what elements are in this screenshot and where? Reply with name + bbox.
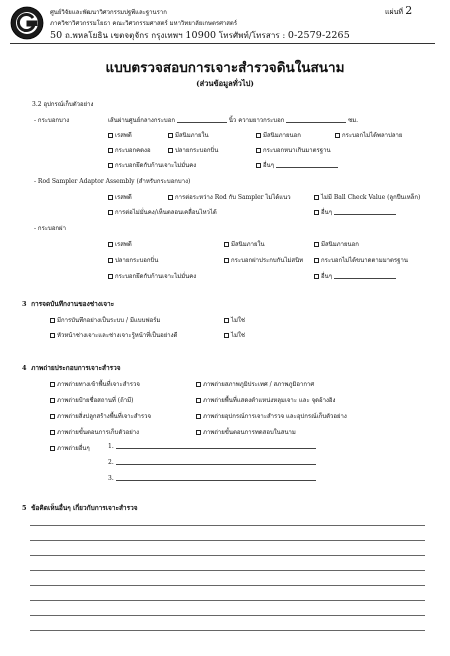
checkbox[interactable] <box>50 414 55 419</box>
length-label: ความยาวกระบอก <box>238 117 285 124</box>
header-address <box>50 29 350 42</box>
option-systematic-record-no[interactable]: ไม่ใช่ <box>224 315 245 325</box>
section-3-heading: 3 การจดบันทึกงานของช่างเจาะ <box>22 300 115 308</box>
photo-site-sign[interactable]: ภาพถ่ายป้ายชื่อสถานที่ (ถ้ามี) <box>50 395 133 405</box>
option-split-wrong-size[interactable]: กระบอกไม่ได้ขนาดตามมาตรฐาน <box>314 255 408 265</box>
checkbox[interactable] <box>168 195 173 200</box>
checkbox[interactable] <box>50 318 55 323</box>
checkbox[interactable] <box>50 430 55 435</box>
diameter-unit: นิ้ว <box>228 117 237 124</box>
option-tube-tip-chipped[interactable]: ปลายกระบอกบิ่น <box>168 145 218 155</box>
checkbox[interactable] <box>314 274 319 279</box>
header-department: ภาควิชาวิศวกรรมโยธา คณะวิศวกรรมศาสตร์ มหาวิทยาลัยเกษตรศาสตร์ <box>50 20 238 27</box>
rod-sampler-label: - Rod Sampler Adaptor Assembly (สำหรับกระบอกบาง) <box>34 178 191 185</box>
comment-line-4[interactable] <box>30 570 425 571</box>
phone-number: 0-2579-2265 <box>287 30 350 41</box>
comment-line-8[interactable] <box>30 630 425 631</box>
photo-terrain-weather[interactable]: ภาพถ่ายสภาพภูมิประเทศ / สภาพภูมิอากาศ <box>196 379 314 389</box>
checkbox[interactable] <box>50 446 55 451</box>
option-rod-other[interactable]: อื่นๆ <box>314 207 396 217</box>
option-split-tip-chipped[interactable]: ปลายกระบอกบิ่น <box>108 255 158 265</box>
section-5-heading: 5 ข้อคิดเห็นอื่นๆ เกี่ยวกับการเจาะสำรวจ <box>22 504 138 512</box>
option-split-rust-inside[interactable]: มีสนิมภายใน <box>224 239 265 249</box>
address-number: 50 <box>50 30 63 41</box>
photo-borehole-location[interactable]: ภาพถ่ายพื้นที่แสดงตำแหน่งหลุมเจาะ และ จุดอ้างอิง <box>196 395 335 405</box>
page-number: 2 <box>405 4 413 17</box>
checkbox[interactable] <box>108 210 113 215</box>
checkbox[interactable] <box>196 430 201 435</box>
option-tube-bent[interactable]: กระบอกคดงอ <box>108 145 151 155</box>
university-logo-icon <box>10 6 44 40</box>
checkbox[interactable] <box>168 148 173 153</box>
photo-field-testing[interactable]: ภาพถ่ายขั้นตอนการทดสอบในสนาม <box>196 427 296 437</box>
checkbox[interactable] <box>256 133 261 138</box>
page-subtitle: (ส่วนข้อมูลทั่วไป) <box>196 79 254 88</box>
photo-other[interactable]: ภาพถ่ายอื่นๆ <box>50 443 90 453</box>
diameter-input[interactable] <box>177 117 227 123</box>
option-split-good[interactable]: เรสพดี <box>108 239 132 249</box>
option-systematic-record[interactable]: มีการบันทึกอย่างเป็นระบบ / มีแบบฟอร์ม <box>50 315 160 325</box>
header-divider <box>10 43 435 44</box>
option-rod-no-ball-check[interactable]: ไม่มี Ball Check Value (ลูกปืนเหล็ก) <box>314 192 420 202</box>
checkbox[interactable] <box>50 382 55 387</box>
comment-line-6[interactable] <box>30 600 425 601</box>
checkbox[interactable] <box>224 242 229 247</box>
checkbox[interactable] <box>224 318 229 323</box>
checkbox[interactable] <box>196 382 201 387</box>
photo-other-line-2[interactable]: 2. <box>108 459 316 466</box>
photo-other-line-1[interactable]: 1. <box>108 443 316 450</box>
split-spoon-label: - กระบอกผ่า <box>34 225 66 232</box>
option-tube-rust-outside[interactable]: มีสนิมภายนอก <box>256 130 301 140</box>
photo-drilling-equipment[interactable]: ภาพถ่ายอุปกรณ์การเจาะสำรวจ และอุปกรณ์เก็บตัวอย่าง <box>196 411 347 421</box>
address-postal: 10900 <box>185 30 217 41</box>
phone-label: โทรศัพท์/โทรสาร : <box>218 31 286 40</box>
tube-other-input[interactable] <box>276 162 338 168</box>
checkbox[interactable] <box>108 274 113 279</box>
diameter-label: เส้นผ่านศูนย์กลางกระบอก <box>108 117 175 124</box>
option-split-rust-outside[interactable]: มีสนิมภายนอก <box>314 239 359 249</box>
checkbox[interactable] <box>224 258 229 263</box>
checkbox[interactable] <box>196 414 201 419</box>
option-rod-good[interactable]: เรสพดี <box>108 192 132 202</box>
length-unit: ซม. <box>348 117 359 124</box>
checkbox[interactable] <box>108 195 113 200</box>
thin-tube-label: - กระบอกบาง <box>34 117 70 124</box>
checkbox[interactable] <box>108 148 113 153</box>
checkbox[interactable] <box>108 242 113 247</box>
checkbox[interactable] <box>108 258 113 263</box>
length-input[interactable] <box>286 117 346 123</box>
checkbox[interactable] <box>256 163 261 168</box>
option-split-other[interactable]: อื่นๆ <box>314 271 396 281</box>
photo-other-input-3[interactable] <box>116 475 316 481</box>
photo-other-input-1[interactable] <box>116 443 316 449</box>
checkbox[interactable] <box>314 210 319 215</box>
checkbox[interactable] <box>335 133 340 138</box>
comment-line-3[interactable] <box>30 555 425 556</box>
comment-line-7[interactable] <box>30 615 425 616</box>
photo-site-entrance[interactable]: ภาพถ่ายทางเข้าพื้นที่เจาะสำรวจ <box>50 379 140 389</box>
checkbox[interactable] <box>224 333 229 338</box>
option-tube-too-thick[interactable]: กระบอกหนาเกินมาตรฐาน <box>256 145 331 155</box>
comment-line-2[interactable] <box>30 540 425 541</box>
section-3-2-heading: 3.2 อุปกรณ์เก็บตัวอย่าง <box>32 101 94 108</box>
photo-other-input-2[interactable] <box>116 459 316 465</box>
option-rod-loose[interactable]: การต่อไม่มั่นคง/เห็นตลอนเคลื่อนไหวได้ <box>108 207 217 217</box>
split-other-input[interactable] <box>334 273 396 279</box>
checkbox[interactable] <box>314 242 319 247</box>
checkbox[interactable] <box>168 133 173 138</box>
option-crew-knows-duty[interactable]: หัวหน้าช่างเจาะและช่างเจาะรู้หน้าที่เป็นอย่างดี <box>50 330 177 340</box>
section-4-heading: 4 ภาพถ่ายประกอบการเจาะสำรวจ <box>22 364 121 372</box>
comment-line-5[interactable] <box>30 585 425 586</box>
option-tube-loose-rod[interactable]: กระบอกยึดกับก้านเจาะไม่มั่นคง <box>108 160 196 170</box>
checkbox[interactable] <box>314 258 319 263</box>
address-street: ถ.พหลโยธิน เขตจตุจักร กรุงเทพฯ <box>64 31 183 40</box>
page-title: แบบตรวจสอบการเจาะสำรวจดินในสนาม <box>105 60 345 76</box>
tube-diameter-row <box>108 115 358 125</box>
photo-other-line-3[interactable]: 3. <box>108 475 316 482</box>
photo-sampling-steps[interactable]: ภาพถ่ายขั้นตอนการเก็บตัวอย่าง <box>50 427 139 437</box>
page-indicator <box>385 4 412 18</box>
checkbox[interactable] <box>50 333 55 338</box>
option-tube-rust-inside[interactable]: มีสนิมภายใน <box>168 130 209 140</box>
option-tube-other[interactable]: อื่นๆ <box>256 160 338 170</box>
checkbox[interactable] <box>314 195 319 200</box>
checkbox[interactable] <box>50 398 55 403</box>
option-rod-misaligned[interactable]: การต่อระหว่าง Rod กับ Sampler ไม่ได้แนว <box>168 192 291 202</box>
header-center-name: ศูนย์วิจัยและพัฒนาวิศวกรรมปฐพีและฐานราก <box>50 9 167 16</box>
option-tube-tip-not-sharpened[interactable]: กระบอกไม่ได้พลาปลาย <box>335 130 402 140</box>
comment-line-1[interactable] <box>30 525 425 526</box>
checkbox[interactable] <box>108 163 113 168</box>
rod-other-input[interactable] <box>334 209 396 215</box>
option-split-gap[interactable]: กระบอกผ่าประกบกันไม่สนิท <box>224 255 303 265</box>
checkbox[interactable] <box>256 148 261 153</box>
page-label: แผ่นที่ <box>385 8 404 16</box>
option-crew-knows-duty-no[interactable]: ไม่ใช่ <box>224 330 245 340</box>
checkbox[interactable] <box>196 398 201 403</box>
option-split-loose-rod[interactable]: กระบอกยึดกับก้านเจาะไม่มั่นคง <box>108 271 196 281</box>
option-tube-good[interactable]: เรสพดี <box>108 130 132 140</box>
photo-site-structures[interactable]: ภาพถ่ายสิ่งปลูกสร้างพื้นที่เจาะสำรวจ <box>50 411 151 421</box>
checkbox[interactable] <box>108 133 113 138</box>
